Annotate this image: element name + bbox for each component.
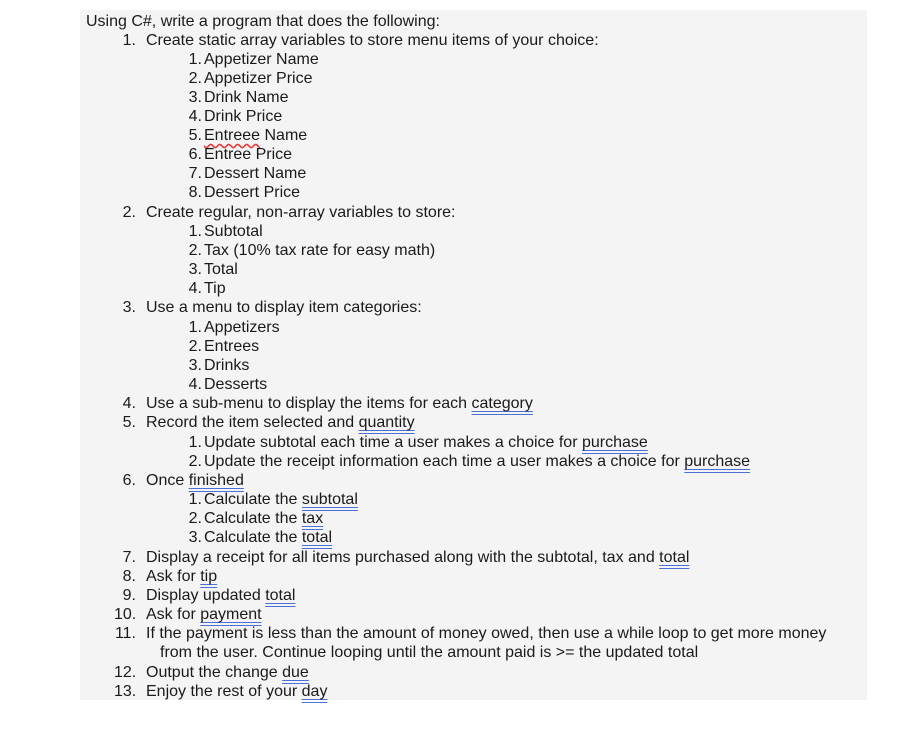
sub-item xyxy=(174,375,774,394)
list-text: Create regular, non-array variables to store: xyxy=(146,204,456,221)
grammar-flag[interactable]: total xyxy=(301,529,333,546)
list-number: 1. xyxy=(188,434,202,451)
list-text: Ask for payment xyxy=(146,606,262,623)
document-page xyxy=(80,10,867,700)
list-item xyxy=(114,471,814,490)
list-text: Subtotal xyxy=(204,223,263,240)
list-text: Calculate the subtotal xyxy=(204,491,358,508)
list-number: 1. xyxy=(188,51,202,68)
sub-item xyxy=(174,509,774,528)
sub-item xyxy=(174,69,774,88)
grammar-flag[interactable]: total xyxy=(659,549,690,566)
list-text: Entrees xyxy=(204,338,260,355)
list-number: 1. xyxy=(188,223,202,240)
list-text: Appetizers xyxy=(204,319,280,336)
list-number: 5. xyxy=(122,414,136,431)
list-item xyxy=(114,298,814,317)
list-item xyxy=(114,605,814,624)
list-text: Tax (10% tax rate for easy math) xyxy=(204,242,436,259)
sub-item xyxy=(174,452,864,471)
list-text: Appetizer Price xyxy=(204,70,313,87)
list-text: Update subtotal each time a user makes a choice for purchase xyxy=(204,434,648,451)
sub-item xyxy=(174,260,774,279)
list-item xyxy=(114,586,814,605)
list-number: 4. xyxy=(188,280,202,297)
list-text: If the payment is less than the amount of money owed, then use a while loop to get more money xyxy=(146,625,827,642)
list-number: 7. xyxy=(122,549,136,566)
grammar-flag[interactable]: purchase xyxy=(581,434,648,451)
list-number: 12. xyxy=(114,664,137,681)
list-text: Entreee Name xyxy=(204,127,308,144)
sub-item xyxy=(174,126,774,145)
list-number: 2. xyxy=(188,510,202,527)
list-item xyxy=(114,663,814,682)
list-text: Output the change due xyxy=(146,664,309,681)
grammar-flag[interactable]: total xyxy=(265,587,296,604)
sub-item xyxy=(174,50,774,69)
list-text: Tip xyxy=(204,280,226,297)
list-text: Drink Name xyxy=(204,89,289,106)
list-text: Ask for tip xyxy=(146,568,218,585)
list-item xyxy=(114,394,814,413)
list-item xyxy=(114,31,814,50)
sub-item xyxy=(174,337,774,356)
list-number: 6. xyxy=(122,472,136,489)
list-number: 11. xyxy=(114,625,136,642)
list-text: Appetizer Name xyxy=(204,51,319,68)
sub-item xyxy=(174,164,774,183)
list-number: 3. xyxy=(188,357,202,374)
list-number: 8. xyxy=(188,184,202,201)
list-item xyxy=(114,548,854,567)
list-number: 1. xyxy=(122,32,136,49)
list-text-continuation: from the user. Continue looping until the amount paid is >= the updated total xyxy=(160,644,699,661)
list-text: Drinks xyxy=(204,357,250,374)
misspelled-word[interactable]: Entreee xyxy=(204,127,261,144)
sub-item xyxy=(174,433,864,452)
list-number: 7. xyxy=(188,165,202,182)
list-number: 2. xyxy=(188,338,202,355)
list-text: Record the item selected and quantity xyxy=(146,414,415,431)
list-text: Use a sub-menu to display the items for each category xyxy=(146,395,533,412)
sub-item xyxy=(174,145,774,164)
list-text: Update the receipt information each time a user makes a choice for purchase xyxy=(204,453,751,470)
sub-item xyxy=(174,222,774,241)
list-item xyxy=(114,682,814,701)
sub-item xyxy=(174,107,774,126)
list-text: Desserts xyxy=(204,376,268,393)
list-item xyxy=(114,567,814,586)
list-text: Display a receipt for all items purchased along with the subtotal, tax and total xyxy=(146,549,690,566)
grammar-flag[interactable]: tax xyxy=(301,510,324,527)
list-text: Drink Price xyxy=(204,108,283,125)
list-number: 10. xyxy=(114,606,137,623)
grammar-flag[interactable]: purchase xyxy=(684,453,751,470)
grammar-flag[interactable]: subtotal xyxy=(301,491,358,508)
list-number: 2. xyxy=(188,453,202,470)
sub-item xyxy=(174,356,774,375)
list-item xyxy=(114,203,814,222)
list-number: 13. xyxy=(114,683,137,700)
sub-item xyxy=(174,279,774,298)
list-number: 2. xyxy=(188,70,202,87)
intro-text: Using C#, write a program that does the following: xyxy=(86,13,440,30)
sub-item xyxy=(174,318,774,337)
list-number: 3. xyxy=(188,261,202,278)
list-text: Create static array variables to store menu items of your choice: xyxy=(146,32,599,49)
list-text: Calculate the tax xyxy=(204,510,324,527)
grammar-flag[interactable]: category xyxy=(471,395,533,412)
sub-item xyxy=(174,241,774,260)
list-number: 8. xyxy=(122,568,136,585)
list-item xyxy=(114,624,864,643)
sub-item xyxy=(174,183,774,202)
sub-item xyxy=(174,490,774,509)
list-text: Use a menu to display item categories: xyxy=(146,299,422,316)
list-text: Total xyxy=(204,261,238,278)
grammar-flag[interactable]: due xyxy=(282,664,309,681)
list-number: 5. xyxy=(188,127,202,144)
list-text: Once finished xyxy=(146,472,244,489)
list-number: 1. xyxy=(188,491,202,508)
list-number: 2. xyxy=(122,204,136,221)
list-number: 4. xyxy=(122,395,136,412)
sub-item xyxy=(174,88,774,107)
grammar-flag[interactable]: tip xyxy=(200,568,218,585)
list-number: 6. xyxy=(188,146,202,163)
list-number: 3. xyxy=(188,89,202,106)
list-number: 2. xyxy=(188,242,202,259)
list-text: Display updated total xyxy=(146,587,296,604)
list-text: Calculate the total xyxy=(204,529,333,546)
list-text: Entree Price xyxy=(204,146,293,163)
grammar-flag[interactable]: quantity xyxy=(358,414,415,431)
list-number: 9. xyxy=(122,587,136,604)
list-text: Dessert Price xyxy=(204,184,301,201)
grammar-flag[interactable]: day xyxy=(301,683,328,700)
list-number: 4. xyxy=(188,376,202,393)
list-number: 4. xyxy=(188,108,202,125)
list-number: 1. xyxy=(188,319,202,336)
list-text: Dessert Name xyxy=(204,165,307,182)
list-number: 3. xyxy=(188,529,202,546)
list-text: Enjoy the rest of your day xyxy=(146,683,328,700)
list-item xyxy=(114,413,814,432)
sub-item xyxy=(174,528,774,547)
grammar-flag[interactable]: finished xyxy=(188,472,244,489)
grammar-flag[interactable]: payment xyxy=(200,606,262,623)
list-number: 3. xyxy=(122,299,136,316)
